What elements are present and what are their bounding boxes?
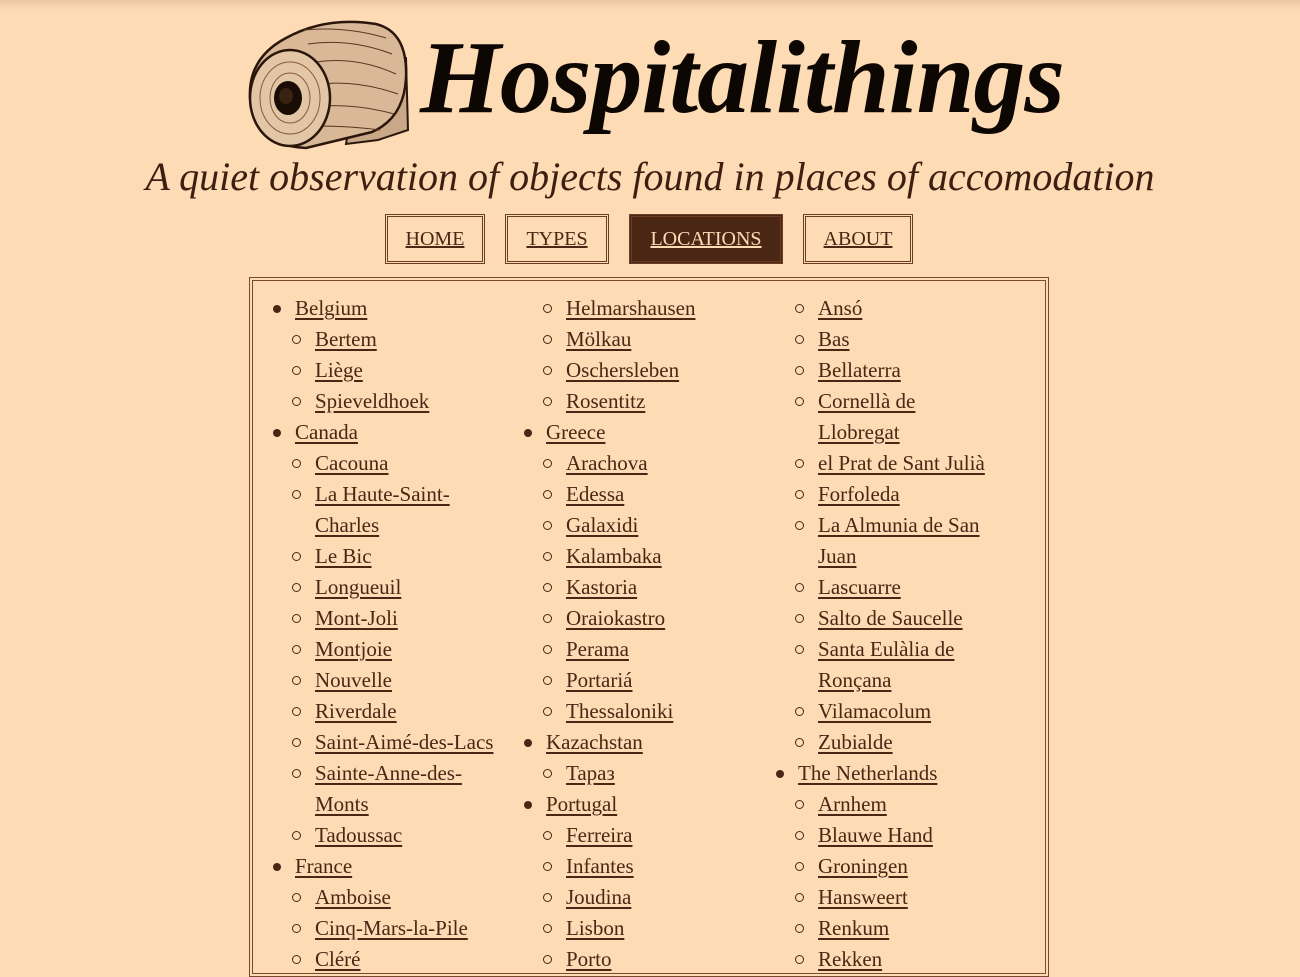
city-link[interactable]: Helmarshausen <box>566 296 696 320</box>
city-link[interactable]: Rosentitz <box>566 389 646 413</box>
city-link[interactable]: Bas <box>818 327 850 351</box>
city-list-item-continuation <box>756 541 985 572</box>
city-list-item <box>756 913 985 944</box>
city-list-item <box>253 634 493 665</box>
city-link-continuation[interactable]: Ronçana <box>818 668 892 692</box>
city-list-item <box>504 572 695 603</box>
country-link[interactable]: Greece <box>546 420 606 444</box>
city-link[interactable]: Le Bic <box>315 544 372 568</box>
city-list-item <box>504 944 695 975</box>
locations-column-2 <box>504 293 695 975</box>
city-link[interactable]: Lisbon <box>566 916 625 940</box>
city-link[interactable]: Porto <box>566 947 612 971</box>
nav-about-button[interactable]: ABOUT <box>803 214 913 264</box>
city-list-item <box>504 448 695 479</box>
nav-types-button[interactable]: TYPES <box>505 214 609 264</box>
city-link[interactable]: Infantes <box>566 854 634 878</box>
city-list-item <box>756 510 985 541</box>
city-list-item <box>504 665 695 696</box>
city-link[interactable]: Lascuarre <box>818 575 901 599</box>
city-list-item-continuation <box>756 665 985 696</box>
country-link[interactable]: The Netherlands <box>798 761 938 785</box>
city-link[interactable]: Blauwe Hand <box>818 823 933 847</box>
city-list-item <box>756 572 985 603</box>
city-list-item <box>504 634 695 665</box>
city-list-item-continuation <box>756 417 985 448</box>
city-list-item <box>504 882 695 913</box>
city-link[interactable]: Portariá <box>566 668 633 692</box>
city-link[interactable]: Sainte-Anne-des- <box>315 761 462 785</box>
city-link[interactable]: Renkum <box>818 916 890 940</box>
city-list-item <box>253 541 493 572</box>
city-link[interactable]: La Almunia de San <box>818 513 980 537</box>
city-link[interactable]: La Haute-Saint- <box>315 482 450 506</box>
city-list-item <box>756 324 985 355</box>
nav-home-button[interactable]: HOME <box>385 214 485 264</box>
city-list-item <box>756 851 985 882</box>
city-list-item <box>253 820 493 851</box>
city-link[interactable]: Perama <box>566 637 629 661</box>
country-list-item <box>253 851 493 882</box>
city-list-item <box>756 727 985 758</box>
top-shadow <box>0 0 1300 10</box>
city-link[interactable]: Montjoie <box>315 637 392 661</box>
country-link[interactable]: Portugal <box>546 792 618 816</box>
city-link[interactable]: Tapaз <box>566 761 615 785</box>
locations-column-1 <box>253 293 493 975</box>
city-link[interactable]: Edessa <box>566 482 625 506</box>
city-list-item <box>253 448 493 479</box>
city-link[interactable]: Bertem <box>315 327 377 351</box>
city-link[interactable]: Cornellà de <box>818 389 916 413</box>
city-list-item-continuation <box>253 510 493 541</box>
city-link[interactable]: Liège <box>315 358 363 382</box>
country-link[interactable]: Belgium <box>295 296 368 320</box>
city-link-continuation[interactable]: Llobregat <box>818 420 900 444</box>
city-link-continuation[interactable]: Juan <box>818 544 857 568</box>
city-list-item <box>756 603 985 634</box>
city-link[interactable]: Nouvelle <box>315 668 392 692</box>
city-link[interactable]: Groningen <box>818 854 908 878</box>
country-list-item <box>756 758 985 789</box>
city-link[interactable]: Arnhem <box>818 792 887 816</box>
toilet-paper-roll-icon[interactable] <box>246 18 412 150</box>
city-link[interactable]: Rekken <box>818 947 883 971</box>
city-link[interactable]: Cacouna <box>315 451 389 475</box>
city-link[interactable]: Mölkau <box>566 327 632 351</box>
city-list-item <box>756 789 985 820</box>
city-list-item <box>756 634 985 665</box>
city-link[interactable]: Joudina <box>566 885 632 909</box>
city-list-item <box>253 355 493 386</box>
city-list-item <box>504 386 695 417</box>
city-list-item <box>504 820 695 851</box>
city-list-item <box>504 913 695 944</box>
city-list-item <box>756 479 985 510</box>
city-link[interactable]: Cinq-Mars-la-Pile <box>315 916 468 940</box>
city-link[interactable]: Tadoussac <box>315 823 403 847</box>
city-list-item <box>253 603 493 634</box>
city-list-item <box>253 913 493 944</box>
country-list-item <box>253 417 493 448</box>
city-link[interactable]: Saint-Aimé-des-Lacs <box>315 730 494 754</box>
city-list-item <box>253 882 493 913</box>
city-link-continuation[interactable]: Charles <box>315 513 380 537</box>
city-list-item <box>504 293 695 324</box>
city-list-item <box>253 479 493 510</box>
city-list-item <box>253 727 493 758</box>
country-list-item <box>253 293 493 324</box>
country-list-item <box>504 727 695 758</box>
city-list-item <box>504 541 695 572</box>
city-list-item <box>504 479 695 510</box>
city-list-item <box>253 572 493 603</box>
city-link[interactable]: Ansó <box>818 296 863 320</box>
city-list-item <box>756 696 985 727</box>
country-link[interactable]: France <box>295 854 353 878</box>
site-title[interactable]: Hospitalithings <box>420 20 1064 135</box>
city-link[interactable]: Kalambaka <box>566 544 662 568</box>
city-link[interactable]: Ferreira <box>566 823 633 847</box>
country-link[interactable]: Kazachstan <box>546 730 643 754</box>
city-link[interactable]: Longueuil <box>315 575 402 599</box>
city-list-item <box>253 758 493 789</box>
city-list-item <box>504 355 695 386</box>
city-link[interactable]: el Prat de Sant Julià <box>818 451 985 475</box>
city-link[interactable]: Hansweert <box>818 885 908 909</box>
city-link[interactable]: Oschersleben <box>566 358 680 382</box>
country-link[interactable]: Canada <box>295 420 358 444</box>
city-list-item <box>504 324 695 355</box>
city-list-item <box>504 851 695 882</box>
site-header <box>0 14 1300 149</box>
country-list-item <box>504 417 695 448</box>
city-link[interactable]: Mont-Joli <box>315 606 398 630</box>
locations-panel <box>249 277 1049 977</box>
country-list-item <box>504 789 695 820</box>
city-list-item <box>504 510 695 541</box>
city-list-item <box>756 944 985 975</box>
city-list-item <box>504 603 695 634</box>
city-list-item <box>756 448 985 479</box>
site-tagline: A quiet observation of objects found in places of accomodation <box>145 154 1155 199</box>
city-link[interactable]: Cléré <box>315 947 361 971</box>
city-link[interactable]: Spieveldhoek <box>315 389 430 413</box>
city-list-item <box>756 355 985 386</box>
main-nav <box>0 214 1300 268</box>
city-list-item <box>253 386 493 417</box>
city-link[interactable]: Forfoleda <box>818 482 900 506</box>
city-link[interactable]: Vilamacolum <box>818 699 932 723</box>
city-link[interactable]: Arachova <box>566 451 648 475</box>
city-list-item <box>253 944 493 975</box>
city-link[interactable]: Thessaloniki <box>566 699 674 723</box>
city-link[interactable]: Galaxidi <box>566 513 639 537</box>
city-link-continuation[interactable]: Monts <box>315 792 369 816</box>
city-link[interactable]: Kastoria <box>566 575 638 599</box>
city-link[interactable]: Oraiokastro <box>566 606 666 630</box>
city-list-item-continuation <box>253 789 493 820</box>
city-list-item <box>756 293 985 324</box>
city-list-item <box>504 758 695 789</box>
city-list-item <box>756 386 985 417</box>
city-link[interactable]: Zubialde <box>818 730 893 754</box>
locations-column-3 <box>756 293 985 975</box>
city-list-item <box>253 696 493 727</box>
city-link[interactable]: Riverdale <box>315 699 397 723</box>
city-list-item <box>504 696 695 727</box>
city-link[interactable]: Santa Eulàlia de <box>818 637 955 661</box>
city-link[interactable]: Amboise <box>315 885 391 909</box>
city-list-item <box>756 820 985 851</box>
city-link[interactable]: Salto de Saucelle <box>818 606 963 630</box>
city-list-item <box>253 665 493 696</box>
city-list-item <box>253 324 493 355</box>
city-list-item <box>756 882 985 913</box>
nav-locations-button[interactable]: LOCATIONS <box>629 214 783 264</box>
city-link[interactable]: Bellaterra <box>818 358 901 382</box>
